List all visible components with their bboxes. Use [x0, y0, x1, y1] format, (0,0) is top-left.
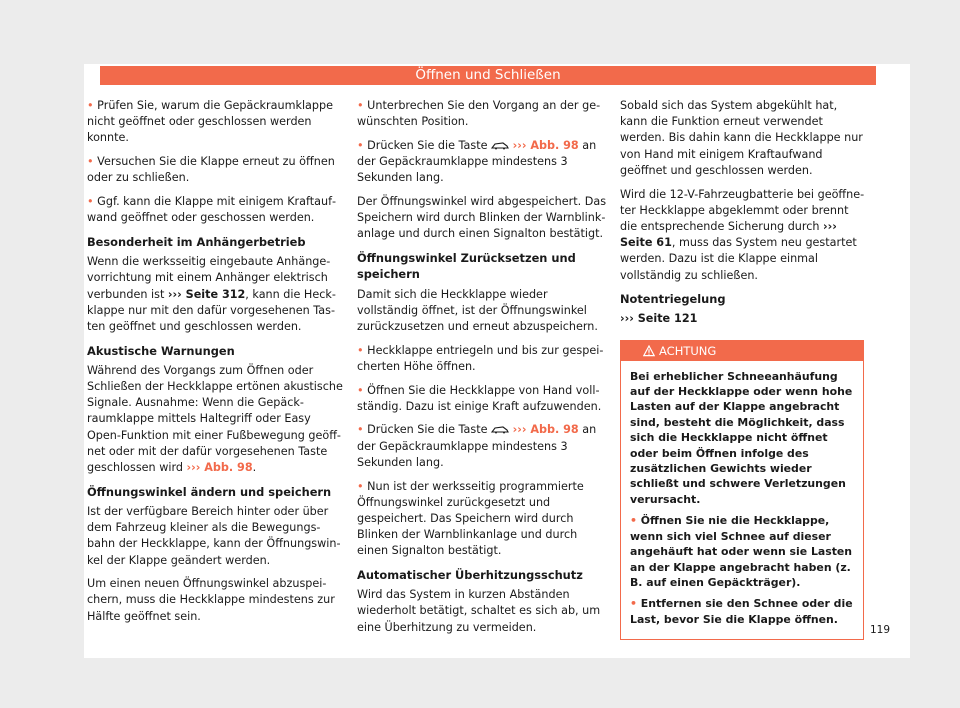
- bullet-item: • Heckklappe entriegeln und bis zur gespeicherten Höhe öffnen.: [357, 343, 604, 373]
- bullet-icon: •: [357, 423, 364, 437]
- bullet-icon: •: [357, 479, 364, 493]
- bullet-icon: •: [357, 138, 364, 152]
- bullet-icon: •: [357, 383, 364, 397]
- paragraph: Ist der verfügbare Bereich hinter oder über dem Fahrzeug kleiner als die Bewegungsbahn der Heckklappe, kann der Öffnungswinkel der Klappe geändert werden.: [87, 504, 341, 567]
- bullet-item: • Ggf. kann die Klappe mit einigem Kraftaufwand geöffnet oder geschossen werden.: [87, 195, 337, 225]
- bullet-icon: •: [630, 514, 637, 528]
- warning-text: Bei erheblicher Schneeanhäufung auf der Heckklappe oder wenn hohe Lasten auf der Klappe angebracht sind, besteht die Möglichkeit, dass sich die Heckklappe nicht öffnet oder beim Öffnen infolge des zusätzlichen Gewichts wieder schließt und schwere Verletzungen verursacht.: [630, 369, 853, 506]
- paragraph: Sobald sich das System abgekühlt hat, kann die Funktion erneut verwendet werden. Bis dahin kann die Heckklappe nur von Hand mit einigem Kraftaufwand geöffnet und geschlossen werden.: [620, 99, 863, 177]
- manual-page: [84, 64, 910, 658]
- warning-bullet: • Entfernen sie den Schnee oder die Last, bevor Sie die Klappe öffnen.: [630, 597, 853, 626]
- paragraph: Um einen neuen Öffnungswinkel abzuspeichern, muss die Heckklappe mindestens zur Hälfte geöffnet sein.: [87, 577, 335, 623]
- figure-reference-link[interactable]: ››› Abb. 98: [512, 423, 579, 437]
- warning-body: [621, 361, 863, 640]
- page-reference-link[interactable]: ››› Seite 61: [620, 219, 837, 250]
- page-reference-link[interactable]: ››› Seite 121: [620, 312, 698, 326]
- bullet-item: • Öffnen Sie die Heckklappe von Hand vollständig. Dazu ist einige Kraft aufzuwenden.: [357, 383, 602, 413]
- column-2: [357, 98, 607, 643]
- page-number: 119: [869, 624, 890, 636]
- bullet-item: • Prüfen Sie, warum die Gepäckraumklappe nicht geöffnet oder geschlossen werden konnte.: [87, 99, 333, 145]
- figure-reference-link[interactable]: ››› Abb. 98: [512, 138, 579, 152]
- section-heading: Besonderheit im Anhängerbetrieb: [87, 234, 306, 249]
- paragraph: Der Öffnungswinkel wird abgespeichert. Das Speichern wird durch Blinken der Warnblinkanlage und durch einen Signalton bestätigt.: [357, 195, 607, 241]
- car-tailgate-icon: [491, 141, 509, 150]
- bullet-icon: •: [357, 99, 364, 112]
- bullet-icon: •: [87, 155, 94, 169]
- section-heading: Akustische Warnungen: [87, 343, 235, 358]
- bullet-item: • Unterbrechen Sie den Vorgang an der gewünschten Position.: [357, 99, 601, 129]
- column-3: [620, 98, 866, 640]
- bullet-icon: •: [630, 597, 637, 611]
- warning-triangle-icon: [643, 345, 655, 357]
- bullet-item: • Nun ist der werksseitig programmierte Öffnungswinkel zurückgesetzt und gespeichert. Das Speichern wird durch Blinken der Warnblinkanlage und durch einen Signalton bestätigt.: [357, 479, 584, 558]
- paragraph: Während des Vorgangs zum Öffnen oder Schließen der Heckklappe ertönen akustische Signale. Ausnahme: Wenn die Gepäckraumklappe mittels Haltegriff oder Easy Open-Funktion mit einer Fußbewegung geöffnet oder mit der dafür vorgesehenen Taste geschlossen wird ››› Abb. 98.: [87, 363, 343, 475]
- car-tailgate-icon: [491, 425, 509, 434]
- column-1: [87, 98, 343, 632]
- warning-title: ACHTUNG: [659, 343, 717, 358]
- paragraph: Damit sich die Heckklappe wieder vollständig öffnet, ist der Öffnungswinkel zurückzusetzen und erneut abzuspeichern.: [357, 287, 598, 333]
- bullet-icon: •: [87, 99, 94, 112]
- bullet-icon: •: [357, 343, 364, 357]
- section-heading: Automatischer Überhitzungsschutz: [357, 568, 583, 583]
- paragraph: [620, 311, 866, 327]
- bullet-item: • Drücken Sie die Taste ››› Abb. 98 an der Gepäckraumklappe mindestens 3 Sekunden lang.: [357, 138, 597, 185]
- bullet-icon: •: [87, 195, 94, 209]
- section-heading: Öffnungswinkel Zurücksetzen und speichern: [357, 251, 576, 282]
- warning-title-bar: [621, 341, 863, 361]
- bullet-item: • Drücken Sie die Taste ››› Abb. 98 an der Gepäckraumklappe mindestens 3 Sekunden lang.: [357, 423, 597, 469]
- warning-bullet: • Öffnen Sie nie die Heckklappe, wenn sich viel Schnee auf dieser angehäuft hat oder wenn sie Lasten an der Klappe angebracht haben (z. B. auf einen Gepäckträger).: [630, 514, 853, 589]
- section-heading: Notentriegelung: [620, 292, 726, 307]
- warning-box: [620, 340, 864, 641]
- page-reference-link[interactable]: ››› Seite 312: [167, 287, 246, 301]
- figure-reference-link[interactable]: ››› Abb. 98: [186, 461, 253, 475]
- bullet-item: • Versuchen Sie die Klappe erneut zu öffnen oder zu schließen.: [87, 155, 335, 185]
- paragraph: Wird die 12-V-Fahrzeugbatterie bei geöffneter Heckklappe abgeklemmt oder brennt die entsprechende Sicherung durch ››› Seite 61, muss das System neu gestartet werden. Dazu ist die Klappe einmal vollständig zu schließen.: [620, 187, 865, 282]
- page-header: Öffnen und Schließen: [100, 66, 876, 85]
- section-heading: Öffnungswinkel ändern und speichern: [87, 484, 332, 499]
- paragraph: Wenn die werksseitig eingebaute Anhängevorrichtung mit einem Anhänger elektrisch verbunden ist ››› Seite 312, kann die Heckklappe nur mit den dafür vorgesehenen Tasten geöffnet und geschlossen werden.: [87, 255, 336, 333]
- paragraph: Wird das System in kurzen Abständen wiederholt betätigt, schaltet es sich ab, um eine Überhitzung zu vermeiden.: [357, 588, 601, 634]
